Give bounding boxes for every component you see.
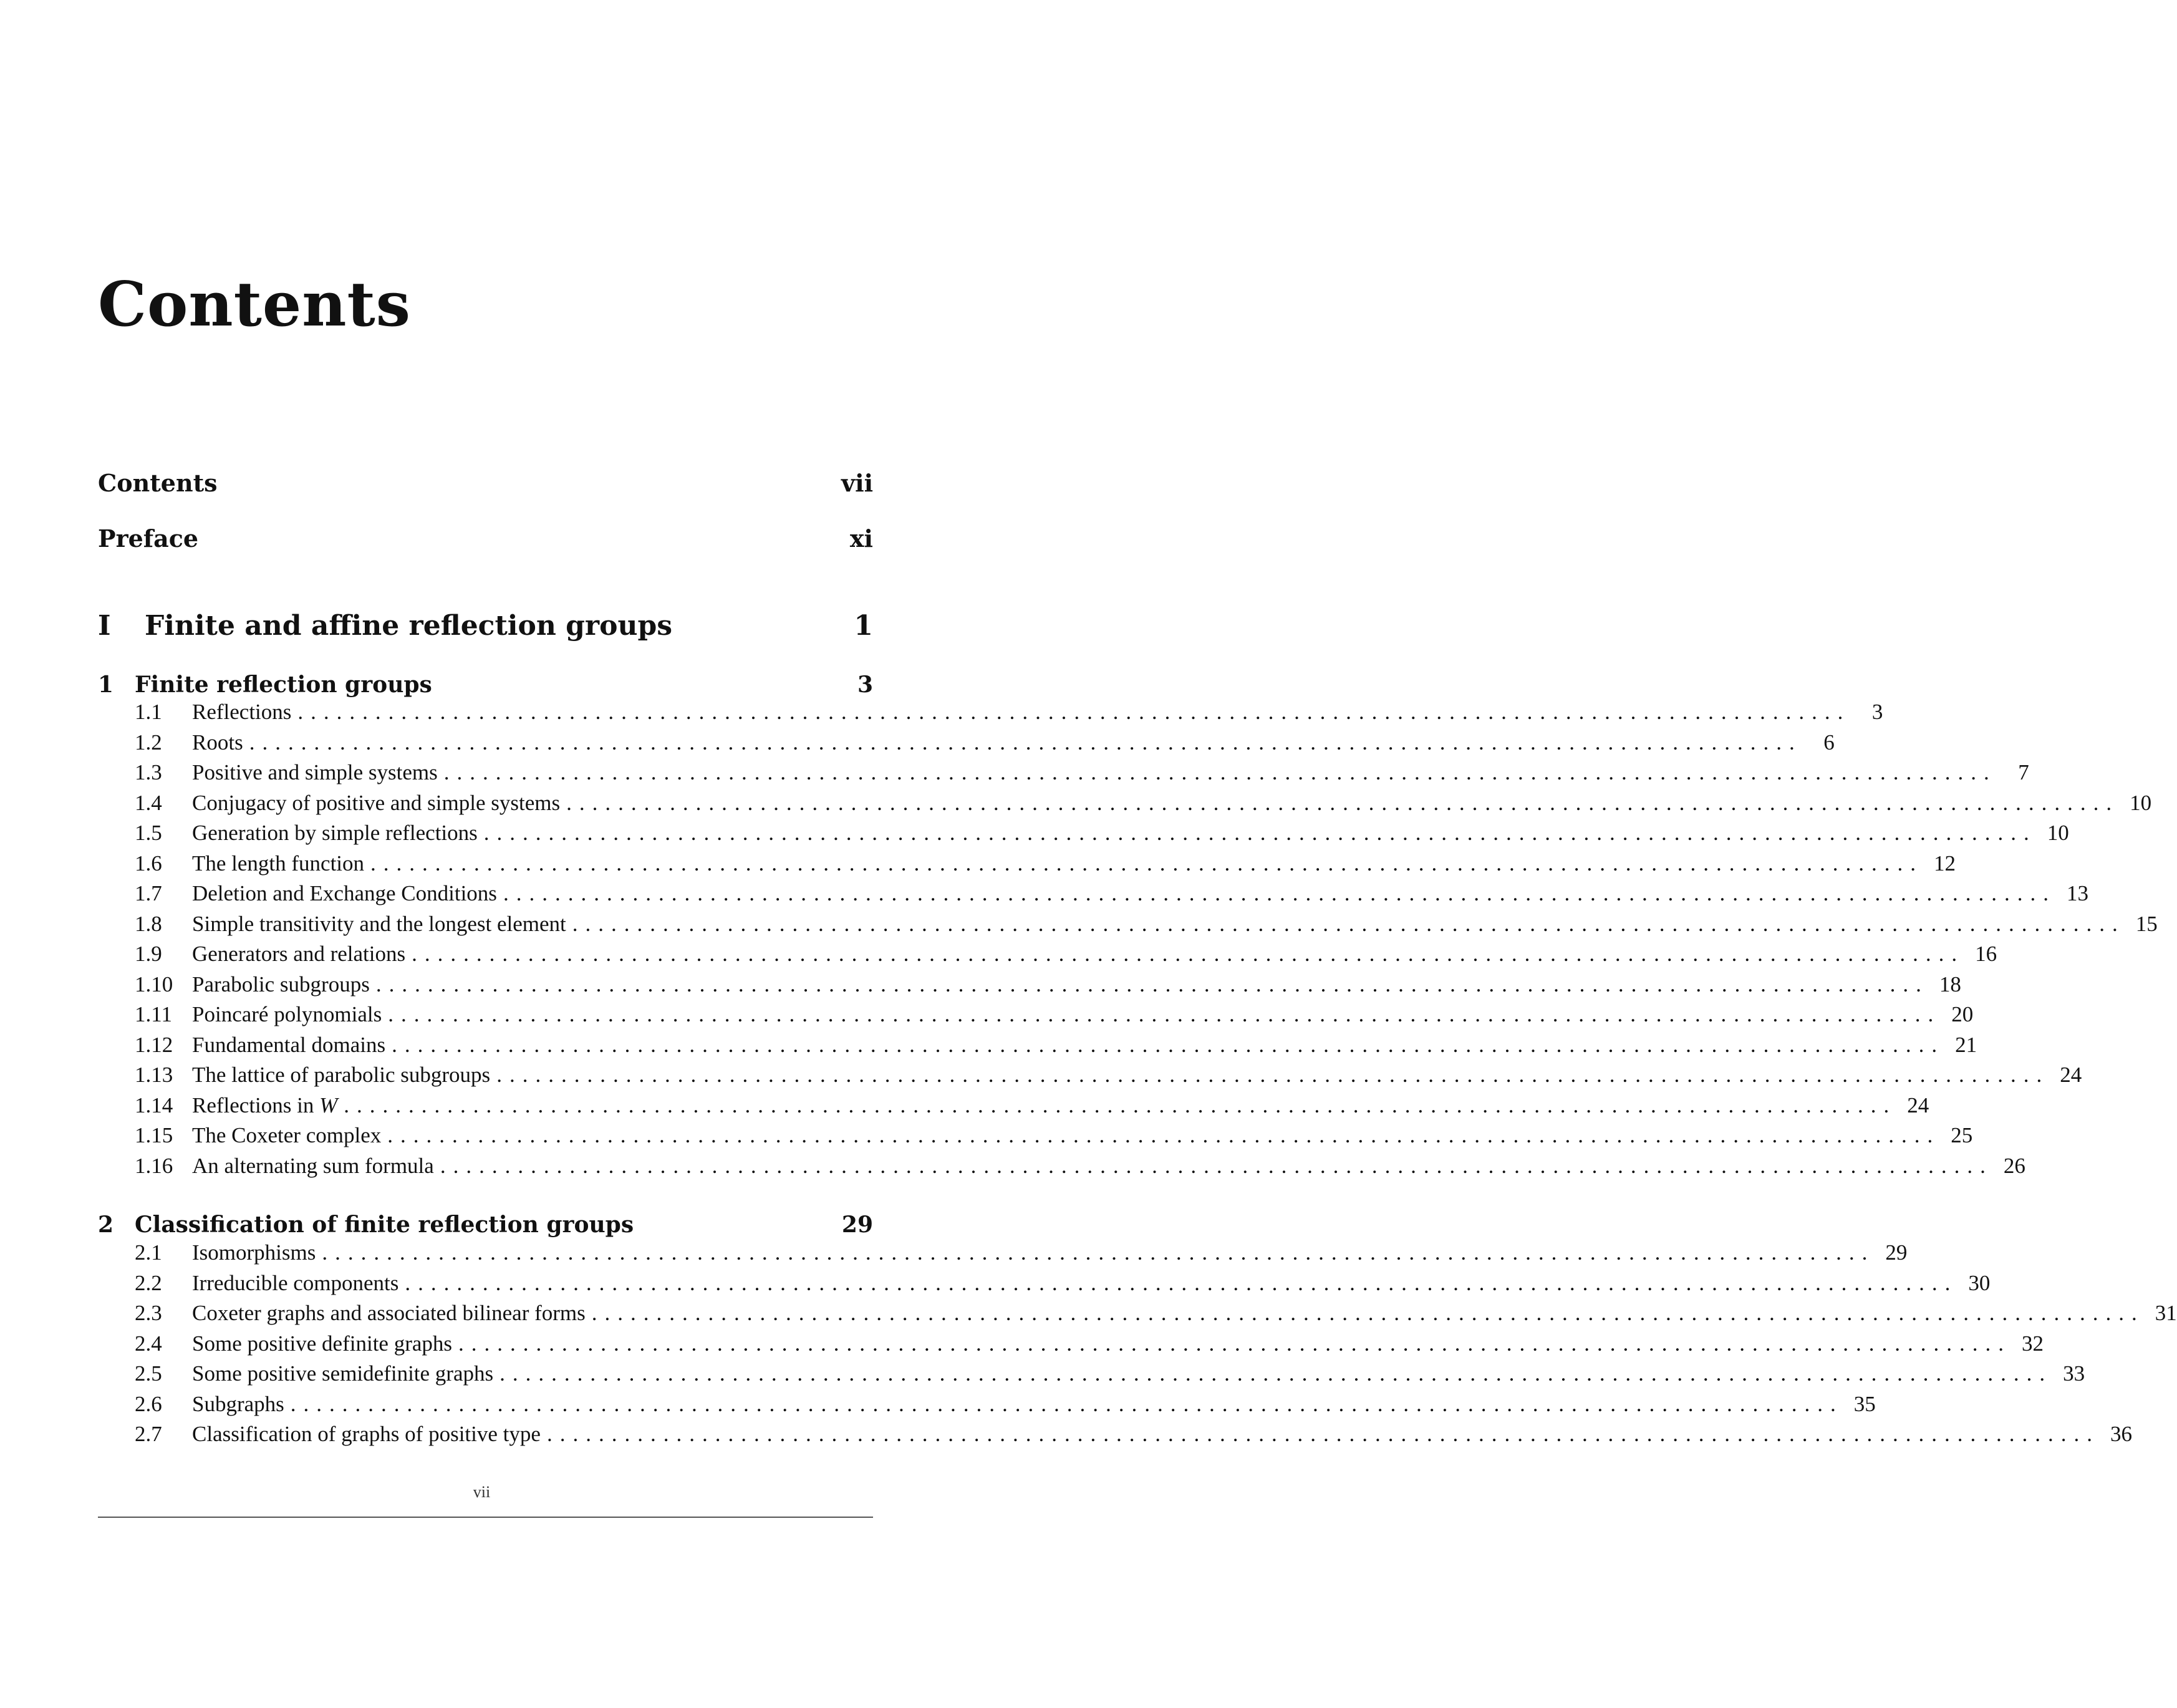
section-title: Generation by simple reflections [192, 821, 478, 845]
section-title: Positive and simple systems [192, 760, 438, 784]
dot-leader: ........................................................................................................................ [412, 942, 1965, 966]
toc-section-entry[interactable] [135, 1122, 1973, 1149]
section-page: 12 [1934, 851, 1956, 876]
dot-leader: ........................................................................................................................ [388, 1002, 1941, 1026]
section-page: 32 [2022, 1331, 2044, 1356]
toc-section-entry[interactable] [135, 759, 2029, 786]
toc-section-entry[interactable] [135, 1152, 2025, 1180]
toc-section-entry[interactable] [135, 1031, 1977, 1059]
toc-part-entry[interactable] [98, 612, 873, 640]
section-page: 31 [2155, 1301, 2177, 1325]
dot-leader: ........................................................................................................................ [503, 881, 2056, 905]
section-title: Some positive definite graphs [192, 1331, 453, 1356]
toc-section-entry[interactable] [135, 698, 1883, 726]
dot-leader: ........................................................................................................................ [500, 1361, 2053, 1386]
section-number: 1.4 [135, 790, 162, 815]
section-page: 24 [2060, 1063, 2082, 1087]
dot-leader: ........................................................................................................................ [387, 1123, 1941, 1147]
section-title: Fundamental domains [192, 1032, 386, 1057]
section-number: 2.2 [135, 1270, 162, 1295]
footer-rule [98, 1517, 873, 1518]
dot-leader: ........................................................................................................................ [405, 1270, 1958, 1295]
dot-leader: ........................................................................................................................ [375, 972, 1929, 996]
section-page: 26 [2003, 1153, 2025, 1178]
section-page: 33 [2063, 1361, 2085, 1386]
section-number: 1.16 [135, 1153, 173, 1178]
section-page: 16 [1975, 942, 1997, 966]
section-page: 18 [1939, 972, 1961, 996]
toc-section-entry[interactable] [135, 1092, 1929, 1119]
toc-entry-page: vii [841, 469, 873, 497]
part-title: Finite and affine reflection groups [145, 610, 672, 642]
section-page: 13 [2066, 881, 2088, 905]
toc-section-entry[interactable] [135, 880, 2088, 907]
section-page: 29 [1885, 1240, 1908, 1265]
section-number: 1.1 [135, 700, 162, 724]
section-title: Subgraphs [192, 1391, 284, 1416]
dot-leader: ........................................................................................................................ [249, 730, 1802, 755]
toc-section-entry[interactable] [135, 1061, 2082, 1089]
toc-section-entry[interactable] [135, 1360, 2085, 1387]
section-page: 30 [1968, 1270, 1991, 1295]
section-number: 2.5 [135, 1361, 162, 1386]
toc-entry-title: Contents [98, 469, 218, 497]
section-number: 1.13 [135, 1063, 173, 1087]
section-page: 3 [1871, 700, 1883, 724]
chapter-title: Finite reflection groups [135, 672, 432, 698]
section-title: Roots [192, 730, 243, 755]
dot-leader: ........................................................................................................................ [392, 1032, 1945, 1057]
section-page: 7 [2018, 760, 2029, 784]
dot-leader: ........................................................................................................................ [290, 1391, 1843, 1416]
section-title: Some positive semidefinite graphs [192, 1361, 494, 1386]
chapter-page: 29 [841, 1212, 873, 1238]
section-title: An alternating sum formula [192, 1153, 434, 1178]
section-page: 6 [1823, 730, 1835, 755]
section-title: Coxeter graphs and associated bilinear forms [192, 1301, 586, 1325]
dot-leader: ........................................................................................................................ [344, 1093, 1897, 1117]
dot-leader: ........................................................................................................................ [591, 1301, 2145, 1325]
section-number: 1.11 [135, 1002, 172, 1026]
section-number: 1.15 [135, 1123, 173, 1147]
section-title: Reflections in W [192, 1093, 338, 1117]
toc-section-entry[interactable] [135, 1421, 2132, 1448]
section-number: 1.12 [135, 1032, 173, 1057]
toc-chapter-entry[interactable] [98, 1213, 873, 1236]
toc-section-entry[interactable] [135, 940, 1997, 968]
toc-section-entry[interactable] [135, 850, 1956, 877]
toc-section-entry[interactable] [135, 789, 2152, 817]
section-number: 1.2 [135, 730, 162, 755]
page-title: Contents [98, 269, 411, 340]
section-number: 2.4 [135, 1331, 162, 1356]
part-number: I [98, 610, 111, 642]
toc-section-entry[interactable] [135, 1001, 1974, 1028]
toc-section-entry[interactable] [135, 1270, 1991, 1297]
part-page: 1 [854, 610, 873, 642]
section-title: Classification of graphs of positive type [192, 1422, 541, 1446]
toc-section-entry[interactable] [135, 729, 1835, 756]
section-number: 2.7 [135, 1422, 162, 1446]
page-folio: vii [473, 1483, 491, 1501]
section-number: 2.3 [135, 1301, 162, 1325]
toc-section-entry[interactable] [135, 971, 1961, 998]
dot-leader: ........................................................................................................................ [458, 1331, 2012, 1356]
toc-section-entry[interactable] [135, 910, 2158, 938]
chapter-page: 3 [857, 672, 873, 698]
section-title: Reflections [192, 700, 292, 724]
toc-section-entry[interactable] [135, 819, 2069, 847]
dot-leader: ........................................................................................................................ [440, 1153, 1993, 1178]
dot-leader: ........................................................................................................................ [566, 790, 2120, 815]
section-number: 1.9 [135, 942, 162, 966]
section-number: 1.14 [135, 1093, 173, 1117]
section-page: 15 [2135, 911, 2158, 936]
section-page: 36 [2110, 1422, 2132, 1446]
dot-leader: ........................................................................................................................ [483, 821, 2037, 845]
dot-leader: ........................................................................................................................ [297, 700, 1851, 724]
section-number: 1.6 [135, 851, 162, 876]
dot-leader: ........................................................................................................................ [322, 1240, 1875, 1265]
section-page: 21 [1955, 1032, 1977, 1057]
section-page: 10 [2130, 790, 2152, 815]
section-title: Parabolic subgroups [192, 972, 370, 996]
section-title: The lattice of parabolic subgroups [192, 1063, 491, 1087]
toc-section-entry[interactable] [135, 1391, 1876, 1418]
section-title: The Coxeter complex [192, 1123, 382, 1147]
toc-entry-page: xi [849, 524, 873, 552]
section-page: 35 [1853, 1391, 1876, 1416]
section-title: Generators and relations [192, 942, 406, 966]
section-number: 1.8 [135, 911, 162, 936]
section-page: 20 [1951, 1002, 1974, 1026]
section-number: 2.6 [135, 1391, 162, 1416]
chapter-number: 1 [98, 672, 114, 698]
toc-chapter-entry[interactable] [98, 673, 873, 696]
section-number: 1.3 [135, 760, 162, 784]
section-number: 1.7 [135, 881, 162, 905]
section-title: Deletion and Exchange Conditions [192, 881, 497, 905]
section-title: Simple transitivity and the longest element [192, 911, 566, 936]
section-page: 24 [1907, 1093, 1929, 1117]
section-page: 25 [1951, 1123, 1973, 1147]
toc-entry-preface[interactable] [98, 524, 873, 552]
toc-section-entry[interactable] [135, 1330, 2044, 1358]
chapter-title: Classification of finite reflection groups [135, 1212, 634, 1238]
dot-leader: ........................................................................................................................ [546, 1422, 2100, 1446]
chapter-number: 2 [98, 1212, 114, 1238]
dot-leader: ........................................................................................................................ [443, 760, 1997, 784]
section-title: Irreducible components [192, 1270, 399, 1295]
toc-entry-title: Preface [98, 524, 199, 552]
toc-entry-contents[interactable] [98, 471, 873, 495]
dot-leader: ........................................................................................................................ [370, 851, 1924, 876]
section-number: 1.10 [135, 972, 173, 996]
section-number: 2.1 [135, 1240, 162, 1265]
section-page: 10 [2047, 821, 2069, 845]
dot-leader: ........................................................................................................................ [496, 1063, 2050, 1087]
section-title: Conjugacy of positive and simple systems [192, 790, 561, 815]
section-title: Isomorphisms [192, 1240, 316, 1265]
section-title: The length function [192, 851, 365, 876]
section-title: Poincaré polynomials [192, 1002, 382, 1026]
toc-section-entry[interactable] [135, 1239, 1908, 1267]
toc-section-entry[interactable] [135, 1300, 2177, 1327]
section-number: 1.5 [135, 821, 162, 845]
dot-leader: ........................................................................................................................ [572, 911, 2125, 936]
